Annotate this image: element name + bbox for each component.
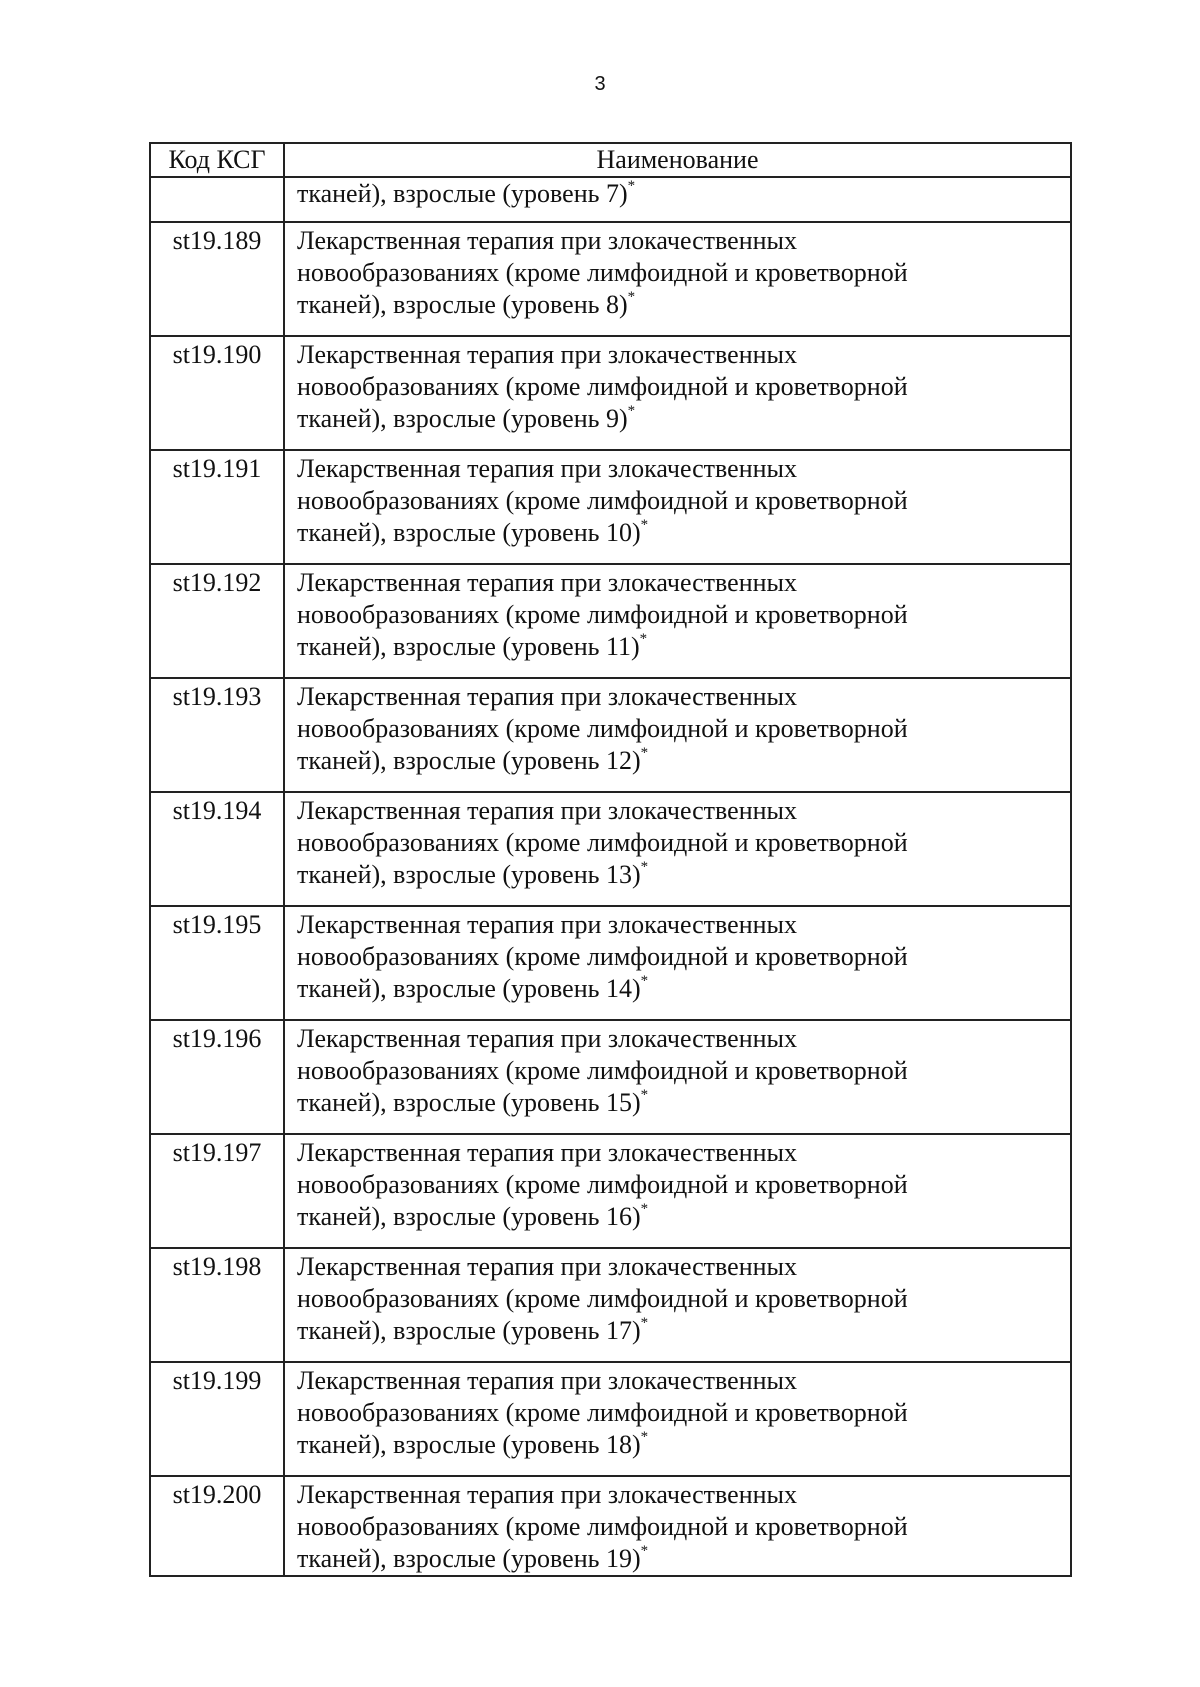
name-line-text: тканей), взрослые (уровень 9) xyxy=(297,404,628,433)
row-code: st19.189 xyxy=(150,222,284,336)
name-line: Лекарственная терапия при злокачественных xyxy=(297,454,797,483)
name-line-text: тканей), взрослые (уровень 7) xyxy=(297,179,628,208)
header-code: Код КСГ xyxy=(150,143,284,177)
name-line-text: тканей), взрослые (уровень 18) xyxy=(297,1430,641,1459)
name-line: новообразованиях (кроме лимфоидной и кроветворной xyxy=(297,1512,908,1541)
name-line xyxy=(297,973,1062,1005)
table-row xyxy=(150,1020,1071,1134)
footnote-mark: * xyxy=(640,1543,649,1560)
ksg-table xyxy=(149,142,1072,1577)
name-line: Лекарственная терапия при злокачественных xyxy=(297,1480,797,1509)
name-line: новообразованиях (кроме лимфоидной и кроветворной xyxy=(297,1284,908,1313)
table-row xyxy=(150,336,1071,450)
name-line: новообразованиях (кроме лимфоидной и кроветворной xyxy=(297,600,908,629)
table-row xyxy=(150,792,1071,906)
name-line xyxy=(297,1201,1062,1233)
footnote-mark: * xyxy=(640,745,649,762)
row-code: st19.195 xyxy=(150,906,284,1020)
row-name xyxy=(284,450,1071,564)
name-line xyxy=(297,1429,1062,1461)
name-line: новообразованиях (кроме лимфоидной и кроветворной xyxy=(297,1398,908,1427)
row-code: st19.200 xyxy=(150,1476,284,1576)
row-code: st19.199 xyxy=(150,1362,284,1476)
row-name xyxy=(284,678,1071,792)
table-row xyxy=(150,1248,1071,1362)
name-line xyxy=(297,631,1062,663)
row-name xyxy=(284,564,1071,678)
row-name xyxy=(284,1020,1071,1134)
row-name xyxy=(284,1362,1071,1476)
name-line: Лекарственная терапия при злокачественных xyxy=(297,568,797,597)
row-name xyxy=(284,1476,1071,1576)
row-code: st19.198 xyxy=(150,1248,284,1362)
name-line: новообразованиях (кроме лимфоидной и кроветворной xyxy=(297,486,908,515)
row-code xyxy=(150,177,284,222)
footnote-mark: * xyxy=(640,1201,649,1218)
row-code: st19.194 xyxy=(150,792,284,906)
name-line: новообразованиях (кроме лимфоидной и кроветворной xyxy=(297,1170,908,1199)
name-line-text: тканей), взрослые (уровень 13) xyxy=(297,860,641,889)
name-line xyxy=(297,517,1062,549)
row-code: st19.197 xyxy=(150,1134,284,1248)
footnote-mark: * xyxy=(640,1087,649,1104)
table-row xyxy=(150,678,1071,792)
table-header-row xyxy=(150,143,1071,177)
row-code: st19.196 xyxy=(150,1020,284,1134)
name-line-text: тканей), взрослые (уровень 12) xyxy=(297,746,641,775)
table-row xyxy=(150,1362,1071,1476)
footnote-mark: * xyxy=(627,289,636,306)
name-line: Лекарственная терапия при злокачественных xyxy=(297,340,797,369)
header-name: Наименование xyxy=(284,143,1071,177)
name-line: Лекарственная терапия при злокачественных xyxy=(297,1024,797,1053)
name-line xyxy=(297,178,1062,210)
row-name xyxy=(284,177,1071,222)
table-row xyxy=(150,1476,1071,1576)
name-line xyxy=(297,1543,1062,1575)
row-name xyxy=(284,336,1071,450)
table-row xyxy=(150,450,1071,564)
name-line-text: тканей), взрослые (уровень 16) xyxy=(297,1202,641,1231)
name-line-text: тканей), взрослые (уровень 8) xyxy=(297,290,628,319)
footnote-mark: * xyxy=(640,859,649,876)
footnote-mark: * xyxy=(627,178,636,195)
name-line xyxy=(297,403,1062,435)
name-line-text: тканей), взрослые (уровень 17) xyxy=(297,1316,641,1345)
name-line: новообразованиях (кроме лимфоидной и кроветворной xyxy=(297,942,908,971)
name-line: Лекарственная терапия при злокачественных xyxy=(297,1252,797,1281)
name-line: новообразованиях (кроме лимфоидной и кроветворной xyxy=(297,372,908,401)
row-name xyxy=(284,906,1071,1020)
name-line-text: тканей), взрослые (уровень 10) xyxy=(297,518,641,547)
row-code: st19.191 xyxy=(150,450,284,564)
continuation-row xyxy=(150,177,1071,222)
row-name xyxy=(284,1134,1071,1248)
name-line: Лекарственная терапия при злокачественных xyxy=(297,910,797,939)
row-code: st19.192 xyxy=(150,564,284,678)
name-line: Лекарственная терапия при злокачественных xyxy=(297,796,797,825)
name-line-text: тканей), взрослые (уровень 11) xyxy=(297,632,640,661)
row-code: st19.190 xyxy=(150,336,284,450)
name-line: новообразованиях (кроме лимфоидной и кроветворной xyxy=(297,258,908,287)
name-line: Лекарственная терапия при злокачественных xyxy=(297,1366,797,1395)
footnote-mark: * xyxy=(640,973,649,990)
table-row xyxy=(150,1134,1071,1248)
row-code: st19.193 xyxy=(150,678,284,792)
name-line-text: тканей), взрослые (уровень 14) xyxy=(297,974,641,1003)
name-line xyxy=(297,1087,1062,1119)
name-line xyxy=(297,1315,1062,1347)
footnote-mark: * xyxy=(640,517,649,534)
footnote-mark: * xyxy=(640,1315,649,1332)
name-line-text: тканей), взрослые (уровень 19) xyxy=(297,1544,641,1573)
table-row xyxy=(150,222,1071,336)
footnote-mark: * xyxy=(640,1429,649,1446)
name-line xyxy=(297,289,1062,321)
footnote-mark: * xyxy=(627,403,636,420)
name-line: новообразованиях (кроме лимфоидной и кроветворной xyxy=(297,1056,908,1085)
footnote-mark: * xyxy=(639,631,648,648)
table-row xyxy=(150,906,1071,1020)
name-line: новообразованиях (кроме лимфоидной и кроветворной xyxy=(297,828,908,857)
page-number: 3 xyxy=(594,73,606,95)
name-line: Лекарственная терапия при злокачественных xyxy=(297,1138,797,1167)
row-name xyxy=(284,1248,1071,1362)
table-row xyxy=(150,564,1071,678)
name-line xyxy=(297,859,1062,891)
name-line-text: тканей), взрослые (уровень 15) xyxy=(297,1088,641,1117)
name-line: Лекарственная терапия при злокачественных xyxy=(297,682,797,711)
row-name xyxy=(284,222,1071,336)
row-name xyxy=(284,792,1071,906)
name-line xyxy=(297,745,1062,777)
name-line: Лекарственная терапия при злокачественных xyxy=(297,226,797,255)
name-line: новообразованиях (кроме лимфоидной и кроветворной xyxy=(297,714,908,743)
